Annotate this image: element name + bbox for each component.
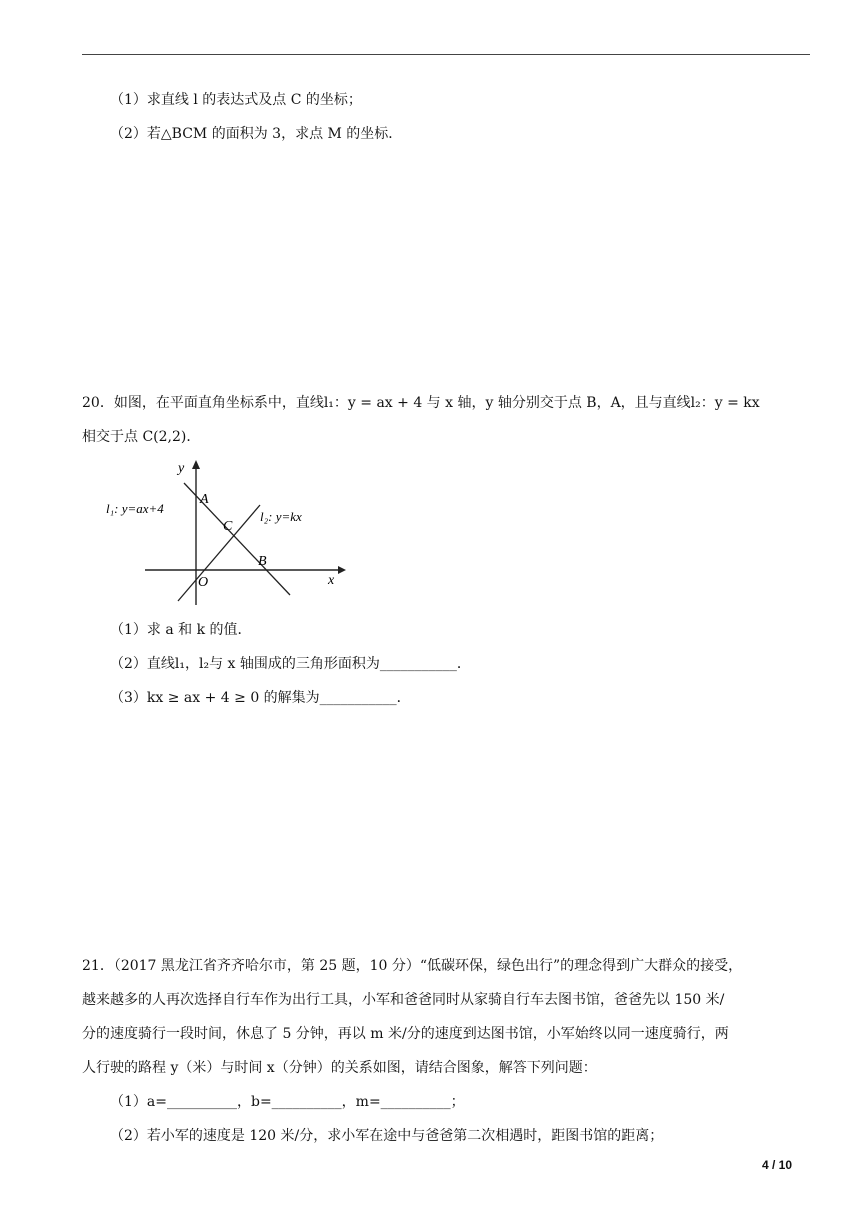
- label-O: O: [198, 575, 209, 590]
- header-rule: [82, 54, 810, 55]
- q21-stem-line3: 分的速度骑行一段时间，休息了 5 分钟，再以 m 米/分的速度到达图书馆，小军始终以同一速度骑行，两: [82, 1026, 729, 1042]
- page-number: 4 / 10: [761, 1158, 792, 1172]
- label-C: C: [223, 519, 233, 534]
- q19-part2: （2）若△BCM 的面积为 3，求点 M 的坐标．: [110, 126, 403, 142]
- q20-part3: （3）kx ≥ ax + 4 ≥ 0 的解集为___________．: [110, 690, 411, 706]
- q20-part1: （1）求 a 和 k 的值．: [110, 622, 252, 638]
- q19-part1: （1）求直线 l 的表达式及点 C 的坐标；: [110, 92, 362, 108]
- q21-stem-line1: 21．（2017 黑龙江省齐齐哈尔市，第 25 题，10 分）“低碳环保，绿色出行”的理念得到广大群众的接受，: [82, 958, 743, 974]
- label-l1: l₁: y=ax+4: [106, 501, 164, 516]
- q20-figure: [100, 455, 350, 610]
- x-axis-arrow: [338, 566, 346, 574]
- q20-stem-line2: 相交于点 C(2,2)．: [82, 429, 201, 445]
- label-y: y: [178, 461, 185, 476]
- q20-part2: （2）直线l₁，l₂与 x 轴围成的三角形面积为___________．: [110, 656, 471, 672]
- label-l2: l₂: y=kx: [260, 509, 302, 524]
- label-A: A: [200, 492, 209, 507]
- label-B: B: [258, 554, 267, 569]
- q20-stem-line1: 20．如图，在平面直角坐标系中，直线l₁：y = ax + 4 与 x 轴，y 轴分别交于点 B，A，且与直线l₂：y = kx: [82, 395, 760, 411]
- q21-stem-line2: 越来越多的人再次选择自行车作为出行工具，小军和爸爸同时从家骑自行车去图书馆，爸爸先以 150 米/: [82, 992, 725, 1008]
- label-x: x: [328, 573, 335, 588]
- y-axis-arrow: [192, 460, 200, 469]
- q21-part1: （1）a=__________，b=__________，m=__________；: [110, 1094, 465, 1110]
- q21-stem-line4: 人行驶的路程 y（米）与时间 x（分钟）的关系如图，请结合图象，解答下列问题：: [82, 1060, 597, 1076]
- q21-part2: （2）若小军的速度是 120 米/分，求小军在途中与爸爸第二次相遇时，距图书馆的距离；: [110, 1128, 664, 1144]
